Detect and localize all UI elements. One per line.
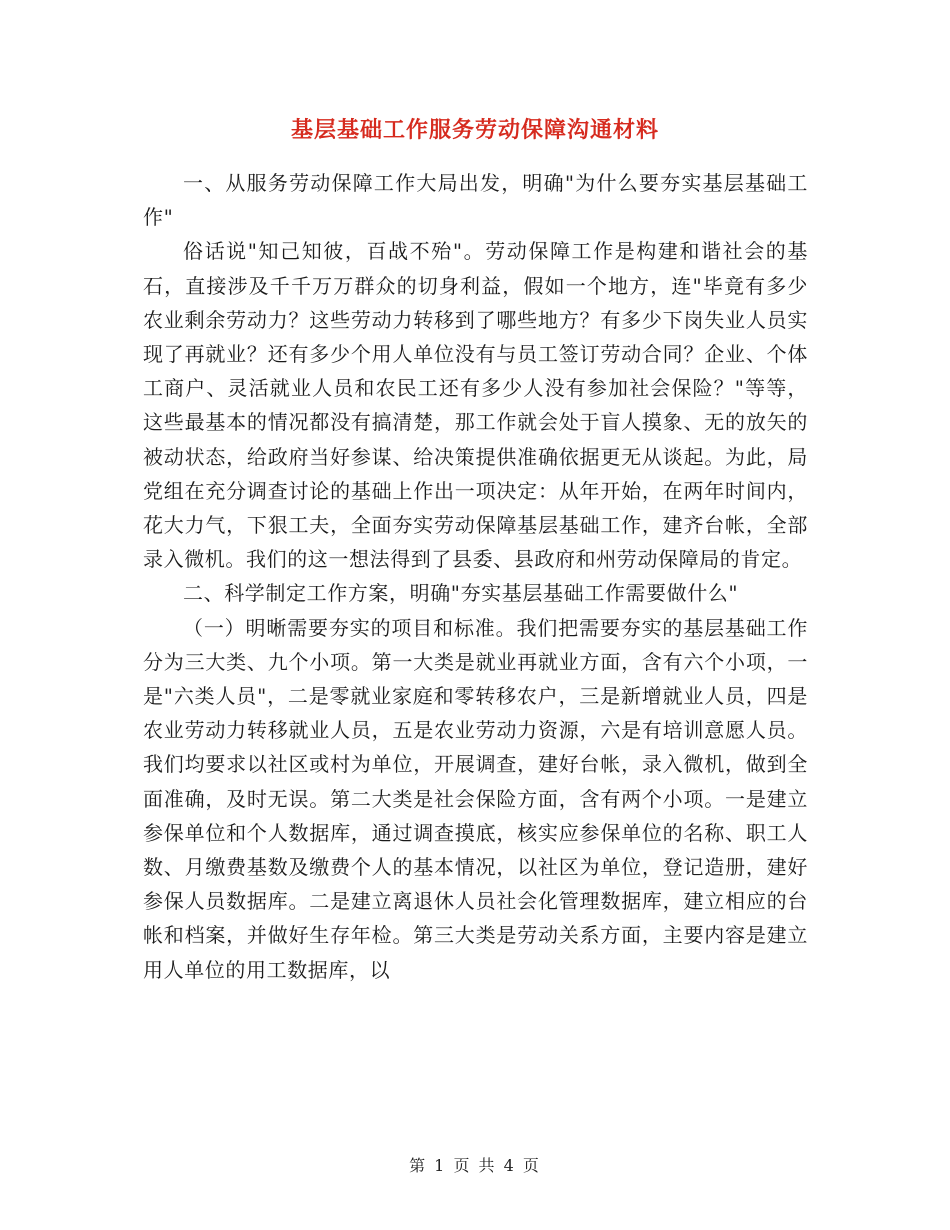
page-footer: 第 1 页 共 4 页 bbox=[409, 1156, 541, 1175]
paragraph-section-one-heading: 一、从服务劳动保障工作大局出发，明确"为什么要夯实基层基础工作" bbox=[143, 171, 808, 230]
paragraph-section-two-heading: 二、科学制定工作方案，明确"夯实基层基础工作需要做什么" bbox=[183, 581, 739, 606]
paragraph-section-one-body: 俗话说"知己知彼，百战不殆"。劳动保障工作是构建和谐社会的基石，直接涉及千千万万群众的切身利益，假如一个地方，连"毕竟有多少农业剩余劳动力？这些劳动力转移到了哪些地方？有多少下岗失业人员实现了再就业？还有多少个用人单位没有与员工签订劳动合同？企业、个体工商户、灵活就业人员和农民工还有多少人没有参加社会保险？"等等，这些最基本的情况都没有搞清楚，那工作就会处于盲人摸象、无的放矢的被动状态，给政府当好参谋、给决策提供准确依据更无从谈起。为此，局党组在充分调查讨论的基础上作出一项决定：从年开始，在两年时间内，花大力气，下狠工夫，全面夯实劳动保障基层基础工作，建齐台帐，全部录入微机。我们的这一想法得到了县委、县政府和州劳动保障局的肯定。 bbox=[143, 239, 808, 572]
document-body bbox=[143, 166, 808, 987]
document-title: 基层基础工作服务劳动保障沟通材料 bbox=[290, 117, 659, 143]
paragraph-section-two-item-one: （一）明晰需要夯实的项目和标准。我们把需要夯实的基层基础工作分为三大类、九个小项。第一大类是就业再就业方面，含有六个小项，一是"六类人员"，二是零就业家庭和零转移农户，三是新增就业人员，四是农业劳动力转移就业人员，五是农业劳动力资源，六是有培训意愿人员。我们均要求以社区或村为单位，开展调查，建好台帐，录入微机，做到全面准确，及时无误。第二大类是社会保险方面，含有两个小项。一是建立参保单位和个人数据库，通过调查摸底，核实应参保单位的名称、职工人数、月缴费基数及缴费个人的基本情况，以社区为单位，登记造册，建好参保人员数据库。二是建立离退休人员社会化管理数据库，建立相应的台帐和档案，并做好生存年检。第三大类是劳动关系方面，主要内容是建立用人单位的用工数据库，以 bbox=[143, 615, 808, 982]
